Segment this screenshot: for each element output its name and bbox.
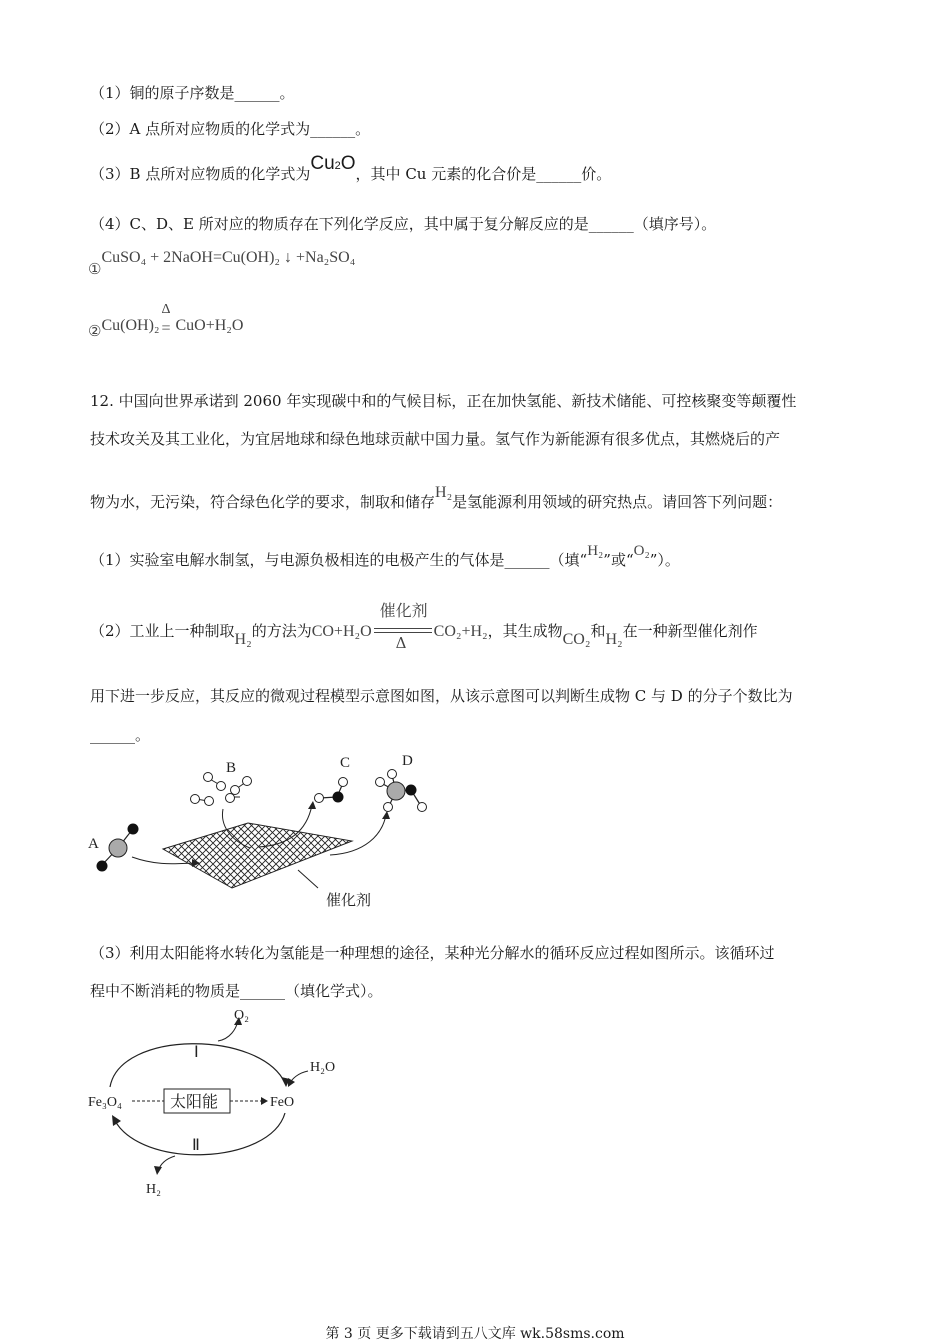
eq1-text: CuSO₄ + 2NaOH=Cu(OH)₂ ↓ +Na₂SO₄: [101, 249, 356, 266]
q12-part1: （1）实验室电解水制氢，与电源负极相连的电极产生的气体是______（填“H₂”或“O₂”）。: [90, 543, 680, 569]
q12-intro-line2: 技术攻关及其工业化，为宜居地球和绿色地球贡献中国力量。氢气作为新能源有很多优点，其燃烧后的产: [90, 430, 781, 448]
eq2-condition: Δ =: [161, 302, 171, 337]
q12-part3-line1: （3）利用太阳能将水转化为氢能是一种理想的途径，某种光分解水的循环反应过程如图所示。该循环过: [90, 944, 775, 962]
arrow-to-d: [330, 815, 386, 855]
q12-intro-line3: 物为水，无污染，符合绿色化学的要求，制取和储存H₂是氢能源利用领域的研究热点。请回答下列问题：: [90, 484, 783, 511]
fe3o4-label: Fe₃O₄: [88, 1095, 122, 1110]
eq1-number: ①: [88, 262, 102, 278]
catalyst-plate: [163, 823, 352, 888]
h2-product: H₂: [146, 1182, 161, 1197]
h2o-reactant: H₂O: [310, 1060, 336, 1075]
eq2-number: ②: [88, 324, 102, 340]
step-1-label: Ⅰ: [194, 1044, 199, 1061]
q12-eq-left: CO+H₂O: [311, 623, 372, 640]
feo-label: FeO: [270, 1095, 295, 1110]
q12-eq-right: CO₂+H₂: [433, 623, 488, 640]
q11-part3-post: ，其中 Cu 元素的化合价是______价。: [355, 165, 612, 183]
eq2-right: CuO+H₂O: [175, 317, 244, 334]
eq2-left: Cu(OH)₂: [101, 317, 160, 334]
h2-formula: H₂: [435, 484, 453, 501]
q12-part3-line2: 程中不断消耗的物质是______（填化学式）。: [90, 982, 383, 1000]
q11-equation-2: [88, 302, 244, 340]
q12-part2-line1: （2）工业上一种制取H₂的方法为CO+H₂O 催化剂 Δ CO₂+H₂，其生成物CO₂和H₂在一种新型催化剂作: [90, 603, 758, 652]
q11-cu2o-formula: Cu2O: [310, 153, 356, 174]
molecule-d: [376, 770, 427, 812]
catalyst-reaction-diagram: [80, 745, 460, 920]
molecule-c: [315, 778, 348, 803]
q12-eq-condition: 催化剂 Δ: [372, 620, 434, 640]
label-a: A: [88, 836, 99, 852]
label-b: B: [226, 760, 237, 776]
page-footer: 第 3 页 更多下载请到五八文库 wk.58sms.com: [325, 1326, 625, 1342]
q11-equation-1: [88, 248, 356, 278]
o2-product: O₂: [234, 1008, 249, 1023]
q11-part1: （1）铜的原子序数是______。: [90, 84, 295, 102]
molecule-a: [97, 824, 139, 872]
q12-part2-line2: 用下进一步反应，其反应的微观过程模型示意图如图，从该示意图可以判断生成物 C 与 D 的分子个数比为: [90, 687, 793, 705]
molecules-b: [191, 773, 252, 806]
q11-part3-pre: （3）B 点所对应物质的化学式为: [90, 165, 311, 183]
label-d: D: [402, 753, 413, 769]
solar-energy-label: 太阳能: [170, 1094, 219, 1111]
label-c: C: [340, 755, 351, 771]
q11-part2: （2）A 点所对应物质的化学式为______。: [90, 120, 371, 138]
q12-part2-line3: ______。: [90, 726, 151, 744]
water-splitting-cycle-diagram: [80, 1005, 380, 1205]
q11-part4: （4）C、D、E 所对应的物质存在下列化学反应，其中属于复分解反应的是______（填序号）。: [90, 215, 717, 233]
step-2-label: Ⅱ: [192, 1137, 200, 1154]
q12-intro-line1: 12. 中国向世界承诺到 2060 年实现碳中和的气候目标，正在加快氢能、新技术储能、可控核聚变等颠覆性: [90, 392, 797, 410]
catalyst-label: 催化剂: [326, 893, 372, 909]
q11-part3: [90, 153, 612, 185]
